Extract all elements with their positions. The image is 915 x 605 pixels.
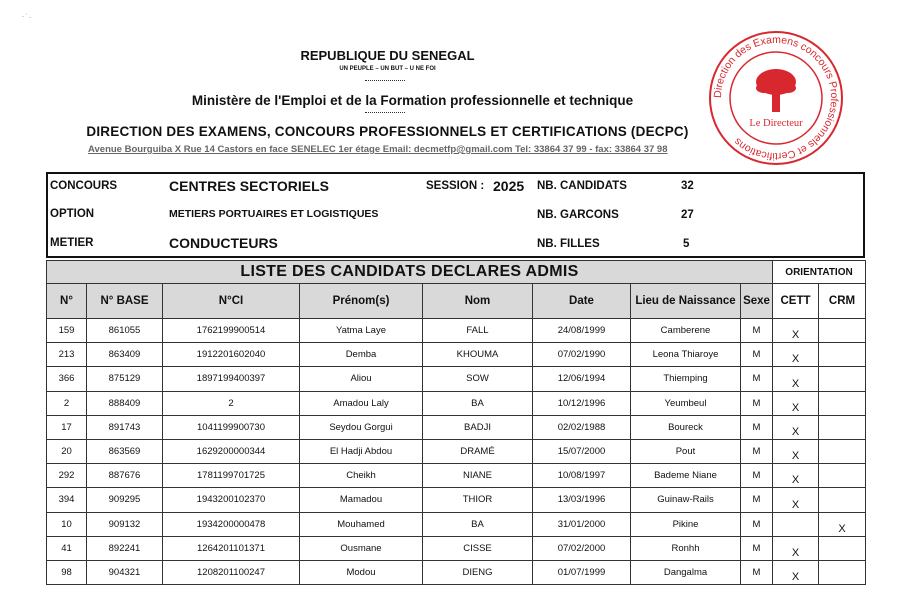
table-cell: 10/12/1996 [533,391,631,415]
separator-line [365,112,405,113]
table-cell: Seydou Gorgui [300,415,423,439]
concours-value: CENTRES SECTORIELS [169,178,329,194]
concours-label: CONCOURS [50,180,118,192]
table-cell: Mamadou [300,488,423,512]
admitted-candidates-table [46,260,866,585]
table-cell: X [773,560,819,584]
table-cell: 892241 [87,536,163,560]
table-cell: X [819,512,866,536]
table-cell: M [741,391,773,415]
table-cell: M [741,367,773,391]
table-row [47,560,866,584]
table-cell: M [741,536,773,560]
table-cell [819,367,866,391]
table-row [47,415,866,439]
table-cell: 1912201602040 [163,343,300,367]
session-value: 2025 [493,178,525,194]
table-row [47,391,866,415]
table-cell: Amadou Laly [300,391,423,415]
table-cell: M [741,560,773,584]
table-cell [819,536,866,560]
table-cell: M [741,488,773,512]
table-cell [773,512,819,536]
column-header: CETT [773,284,819,319]
table-cell [819,319,866,343]
table-cell: 1943200102370 [163,488,300,512]
table-cell: Yatma Laye [300,319,423,343]
table-cell: M [741,512,773,536]
column-header: Prénom(s) [300,284,423,319]
table-cell: 31/01/2000 [533,512,631,536]
table-cell: Camberene [631,319,741,343]
stamp-ring-text: Direction des Examens concours Professionnels et Certifications [711,33,841,163]
table-row [47,464,866,488]
national-motto: UN PEUPLE – UN BUT – U NE FOI [339,66,436,72]
table-cell: Yeumbeul [631,391,741,415]
table-cell: M [741,464,773,488]
nb-garcons-label: NB. GARCONS [537,209,619,221]
table-cell: 861055 [87,319,163,343]
table-cell: 01/07/1999 [533,560,631,584]
baobab-tree-icon [756,69,796,112]
table-cell: 1762199900514 [163,319,300,343]
table-cell: Dangalma [631,560,741,584]
table-cell: DIENG [423,560,533,584]
column-header: Lieu de Naissance [631,284,741,319]
table-cell: X [773,536,819,560]
table-cell: X [773,319,819,343]
table-cell: X [773,367,819,391]
direction-title: DIRECTION DES EXAMENS, CONCOURS PROFESSIONNELS ET CERTIFICATIONS (DECPC) [86,124,689,139]
table-cell: DRAMÉ [423,439,533,463]
table-cell: 10/08/1997 [533,464,631,488]
table-cell: 98 [47,560,87,584]
separator-line [365,80,405,81]
ministry-title: Ministère de l'Emploi et de la Formation professionnelle et technique [191,93,634,108]
table-cell: 909295 [87,488,163,512]
column-header: Date [533,284,631,319]
table-cell: Pikine [631,512,741,536]
table-cell: SOW [423,367,533,391]
table-cell: 863569 [87,439,163,463]
table-cell: 2 [163,391,300,415]
table-cell: 13/03/1996 [533,488,631,512]
nb-candidats-value: 32 [681,180,694,192]
table-cell: X [773,391,819,415]
option-label: OPTION [50,208,95,220]
table-cell [819,343,866,367]
table-cell: Modou [300,560,423,584]
table-cell: 887676 [87,464,163,488]
table-cell: Pout [631,439,741,463]
table-cell: BA [423,391,533,415]
table-cell: 875129 [87,367,163,391]
table-cell: 15/07/2000 [533,439,631,463]
official-stamp [706,28,846,168]
table-cell: 213 [47,343,87,367]
session-label: SESSION : [426,180,485,192]
table-cell: 2 [47,391,87,415]
nb-filles-label: NB. FILLES [537,238,600,250]
table-cell: 41 [47,536,87,560]
exam-info-box [46,172,865,258]
table-cell: Guinaw-Rails [631,488,741,512]
table-cell: 863409 [87,343,163,367]
table-cell: Demba [300,343,423,367]
orientation-header: ORIENTATION [773,261,866,284]
table-cell: M [741,439,773,463]
table-row [47,512,866,536]
table-cell: X [773,464,819,488]
table-cell [819,560,866,584]
table-cell: BADJI [423,415,533,439]
table-cell: KHOUMA [423,343,533,367]
address-line: Avenue Bourguiba X Rue 14 Castors en face SENELEC 1er étage Email: decmetfp@gmail.com Tel: 33864 37 99 - fax: 33864 37 98 [88,144,668,155]
table-cell: El Hadji Abdou [300,439,423,463]
table-row [47,343,866,367]
table-row [47,319,866,343]
nb-candidats-label: NB. CANDIDATS [537,180,627,192]
table-cell: 909132 [87,512,163,536]
table-cell: X [773,415,819,439]
table-cell: BA [423,512,533,536]
table-cell: 12/06/1994 [533,367,631,391]
table-cell: Cheikh [300,464,423,488]
table-cell: NIANE [423,464,533,488]
table-cell: 292 [47,464,87,488]
table-cell: 07/02/2000 [533,536,631,560]
table-cell: 1208201100247 [163,560,300,584]
column-header: N° [47,284,87,319]
table-cell: Bademe Niane [631,464,741,488]
table-cell: FALL [423,319,533,343]
table-cell: Aliou [300,367,423,391]
table-cell: Thiemping [631,367,741,391]
table-cell: Boureck [631,415,741,439]
table-cell: 891743 [87,415,163,439]
table-cell [819,415,866,439]
table-body [47,319,866,585]
corner-mark: - ' .. [22,14,32,20]
table-cell: 1264201101371 [163,536,300,560]
table-cell: 904321 [87,560,163,584]
table-cell: X [773,343,819,367]
table-cell: 888409 [87,391,163,415]
option-value: METIERS PORTUAIRES ET LOGISTIQUES [169,208,379,220]
table-cell [819,464,866,488]
stamp-center-text: Le Directeur [749,118,803,129]
metier-label: METIER [50,237,94,249]
republic-title: REPUBLIQUE DU SENEGAL [300,48,475,63]
table-cell: Mouhamed [300,512,423,536]
table-cell: 1897199400397 [163,367,300,391]
table-cell: 10 [47,512,87,536]
table-cell: M [741,319,773,343]
metier-value: CONDUCTEURS [169,235,278,251]
table-row [47,536,866,560]
table-cell: 366 [47,367,87,391]
table-title-row [47,261,866,284]
table-cell: 24/08/1999 [533,319,631,343]
table-cell: 1629200000344 [163,439,300,463]
table-row [47,488,866,512]
table-cell: 1781199701725 [163,464,300,488]
table-cell: M [741,343,773,367]
table-cell: 394 [47,488,87,512]
table-cell: Ousmane [300,536,423,560]
table-cell: 1041199900730 [163,415,300,439]
table-cell: 159 [47,319,87,343]
column-header: Sexe [741,284,773,319]
table-cell: M [741,415,773,439]
column-header-row [47,284,866,319]
column-header: CRM [819,284,866,319]
table-cell: Leona Thiaroye [631,343,741,367]
table-row [47,367,866,391]
table-cell: X [773,439,819,463]
table-cell [819,488,866,512]
table-cell: 07/02/1990 [533,343,631,367]
table-cell [819,439,866,463]
table-cell: 17 [47,415,87,439]
table-cell: Ronhh [631,536,741,560]
table-cell: 20 [47,439,87,463]
nb-garcons-value: 27 [681,209,694,221]
table-cell: 1934200000478 [163,512,300,536]
table-row [47,439,866,463]
table-cell: 02/02/1988 [533,415,631,439]
column-header: N° BASE [87,284,163,319]
table-title: LISTE DES CANDIDATS DECLARES ADMIS [47,261,773,284]
table-cell: CISSE [423,536,533,560]
column-header: N°CI [163,284,300,319]
table-cell: THIOR [423,488,533,512]
nb-filles-value: 5 [683,238,690,250]
table-cell [819,391,866,415]
column-header: Nom [423,284,533,319]
table-cell: X [773,488,819,512]
